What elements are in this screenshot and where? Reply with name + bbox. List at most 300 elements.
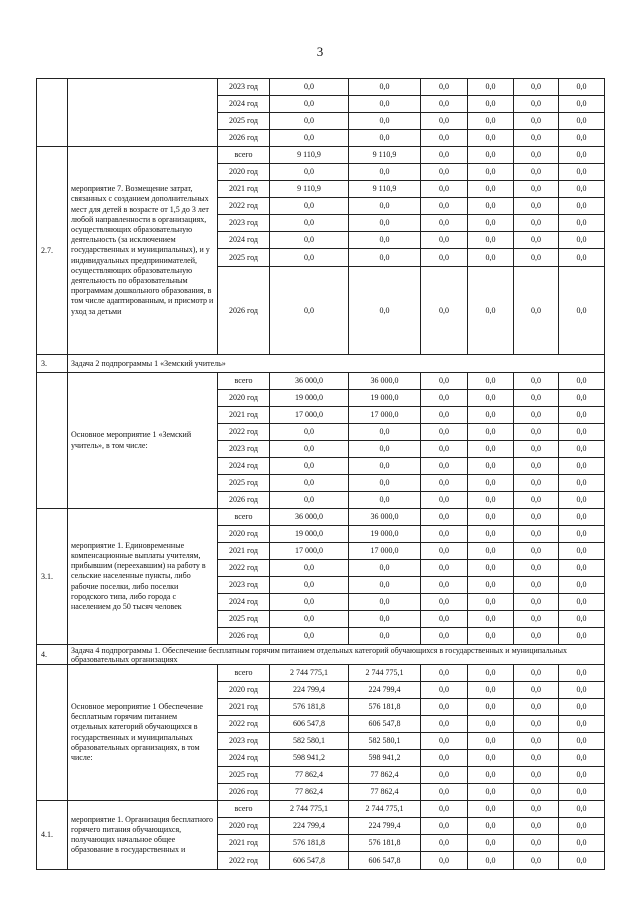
funding-table — [36, 78, 605, 870]
zero-amount-cell: 0,0 — [559, 750, 605, 767]
zero-amount-cell: 0,0 — [559, 232, 605, 249]
zero-amount-cell: 0,0 — [421, 801, 468, 818]
zero-amount-cell: 0,0 — [421, 113, 468, 130]
zero-amount-cell: 0,0 — [559, 665, 605, 682]
period-cell: 2020 год — [218, 682, 270, 699]
zero-amount-cell: 0,0 — [559, 628, 605, 645]
zero-amount-cell: 0,0 — [559, 526, 605, 543]
total-amount-cell: 576 181,8 — [270, 699, 349, 716]
period-cell: 2026 год — [218, 130, 270, 147]
total-amount-cell: 0,0 — [270, 130, 349, 147]
zero-amount-cell: 0,0 — [468, 198, 514, 215]
page-number: 3 — [316, 44, 324, 59]
source-amount-cell: 77 862,4 — [349, 784, 421, 801]
zero-amount-cell: 0,0 — [514, 492, 559, 509]
zero-amount-cell: 0,0 — [468, 373, 514, 390]
source-amount-cell: 0,0 — [349, 79, 421, 96]
item-description: мероприятие 7. Возмещение затрат, связанных с созданием дополнительных мест для детей в возрасте от 1,5 до 3 лет любой направленности в организациях, осуществляющих образовательную деятельность (за исключением государственных и муниципальных), и у индивидуальных предпринимателей, осуществляющих образовательную деятельность по образовательным программам дошкольного образования, в том числе адаптированным, и присмотр и уход за детьми — [68, 147, 218, 355]
zero-amount-cell: 0,0 — [468, 215, 514, 232]
zero-amount-cell: 0,0 — [514, 852, 559, 870]
zero-amount-cell: 0,0 — [559, 130, 605, 147]
total-amount-cell: 36 000,0 — [270, 373, 349, 390]
total-amount-cell: 0,0 — [270, 441, 349, 458]
task-number: 4. — [37, 645, 68, 665]
zero-amount-cell: 0,0 — [421, 458, 468, 475]
zero-amount-cell: 0,0 — [421, 611, 468, 628]
source-amount-cell: 0,0 — [349, 492, 421, 509]
task-title: Задача 4 подпрограммы 1. Обеспечение бесплатным горячим питанием отдельных категорий обучающихся в государственных и муниципальных образовательных организациях — [68, 645, 605, 665]
total-amount-cell: 0,0 — [270, 492, 349, 509]
zero-amount-cell: 0,0 — [559, 441, 605, 458]
source-amount-cell: 606 547,8 — [349, 716, 421, 733]
item-description: мероприятие 1. Организация бесплатного горячего питания обучающихся, получающих начальное общее образование в государственных и — [68, 801, 218, 870]
total-amount-cell: 36 000,0 — [270, 509, 349, 526]
zero-amount-cell: 0,0 — [514, 560, 559, 577]
zero-amount-cell: 0,0 — [421, 390, 468, 407]
zero-amount-cell: 0,0 — [468, 733, 514, 750]
zero-amount-cell: 0,0 — [468, 232, 514, 249]
zero-amount-cell: 0,0 — [421, 682, 468, 699]
zero-amount-cell: 0,0 — [421, 232, 468, 249]
zero-amount-cell: 0,0 — [514, 682, 559, 699]
zero-amount-cell: 0,0 — [421, 441, 468, 458]
total-amount-cell: 606 547,8 — [270, 716, 349, 733]
zero-amount-cell: 0,0 — [468, 801, 514, 818]
zero-amount-cell: 0,0 — [514, 543, 559, 560]
period-cell: 2020 год — [218, 390, 270, 407]
zero-amount-cell: 0,0 — [559, 390, 605, 407]
zero-amount-cell: 0,0 — [468, 835, 514, 852]
zero-amount-cell: 0,0 — [421, 130, 468, 147]
zero-amount-cell: 0,0 — [468, 560, 514, 577]
period-cell: 2020 год — [218, 526, 270, 543]
total-amount-cell: 17 000,0 — [270, 543, 349, 560]
zero-amount-cell: 0,0 — [468, 526, 514, 543]
zero-amount-cell: 0,0 — [514, 164, 559, 181]
zero-amount-cell: 0,0 — [421, 509, 468, 526]
source-amount-cell: 19 000,0 — [349, 390, 421, 407]
zero-amount-cell: 0,0 — [514, 407, 559, 424]
zero-amount-cell: 0,0 — [559, 458, 605, 475]
zero-amount-cell: 0,0 — [514, 458, 559, 475]
period-cell: 2023 год — [218, 577, 270, 594]
zero-amount-cell: 0,0 — [514, 665, 559, 682]
table-row — [37, 373, 605, 390]
zero-amount-cell: 0,0 — [514, 147, 559, 164]
zero-amount-cell: 0,0 — [559, 560, 605, 577]
zero-amount-cell: 0,0 — [468, 181, 514, 198]
zero-amount-cell: 0,0 — [514, 628, 559, 645]
total-amount-cell: 17 000,0 — [270, 407, 349, 424]
zero-amount-cell: 0,0 — [559, 215, 605, 232]
zero-amount-cell: 0,0 — [514, 198, 559, 215]
zero-amount-cell: 0,0 — [514, 835, 559, 852]
zero-amount-cell: 0,0 — [559, 767, 605, 784]
period-cell: 2025 год — [218, 475, 270, 492]
period-cell: 2024 год — [218, 458, 270, 475]
period-cell: всего — [218, 147, 270, 164]
source-amount-cell: 0,0 — [349, 130, 421, 147]
zero-amount-cell: 0,0 — [559, 475, 605, 492]
zero-amount-cell: 0,0 — [514, 526, 559, 543]
item-number: 3.1. — [37, 509, 68, 645]
total-amount-cell: 0,0 — [270, 249, 349, 267]
zero-amount-cell: 0,0 — [559, 594, 605, 611]
total-amount-cell: 582 580,1 — [270, 733, 349, 750]
period-cell: 2026 год — [218, 784, 270, 801]
total-amount-cell: 606 547,8 — [270, 852, 349, 870]
total-amount-cell: 0,0 — [270, 79, 349, 96]
zero-amount-cell: 0,0 — [514, 96, 559, 113]
total-amount-cell: 0,0 — [270, 611, 349, 628]
zero-amount-cell: 0,0 — [559, 492, 605, 509]
period-cell: 2021 год — [218, 699, 270, 716]
zero-amount-cell: 0,0 — [514, 267, 559, 355]
source-amount-cell: 0,0 — [349, 577, 421, 594]
source-amount-cell: 0,0 — [349, 164, 421, 181]
zero-amount-cell: 0,0 — [421, 543, 468, 560]
total-amount-cell: 0,0 — [270, 96, 349, 113]
zero-amount-cell: 0,0 — [514, 767, 559, 784]
zero-amount-cell: 0,0 — [421, 249, 468, 267]
zero-amount-cell: 0,0 — [421, 475, 468, 492]
period-cell: 2022 год — [218, 560, 270, 577]
zero-amount-cell: 0,0 — [514, 113, 559, 130]
zero-amount-cell: 0,0 — [559, 818, 605, 835]
zero-amount-cell: 0,0 — [468, 665, 514, 682]
period-cell: 2022 год — [218, 852, 270, 870]
source-amount-cell: 576 181,8 — [349, 699, 421, 716]
item-number — [37, 373, 68, 509]
item-number — [37, 79, 68, 147]
zero-amount-cell: 0,0 — [468, 407, 514, 424]
period-cell: всего — [218, 373, 270, 390]
zero-amount-cell: 0,0 — [514, 784, 559, 801]
zero-amount-cell: 0,0 — [514, 594, 559, 611]
zero-amount-cell: 0,0 — [559, 267, 605, 355]
zero-amount-cell: 0,0 — [468, 543, 514, 560]
period-cell: 2024 год — [218, 750, 270, 767]
zero-amount-cell: 0,0 — [559, 373, 605, 390]
source-amount-cell: 17 000,0 — [349, 543, 421, 560]
zero-amount-cell: 0,0 — [468, 390, 514, 407]
total-amount-cell: 2 744 775,1 — [270, 665, 349, 682]
total-amount-cell: 0,0 — [270, 215, 349, 232]
zero-amount-cell: 0,0 — [421, 784, 468, 801]
zero-amount-cell: 0,0 — [514, 441, 559, 458]
period-cell: 2024 год — [218, 594, 270, 611]
source-amount-cell: 0,0 — [349, 611, 421, 628]
total-amount-cell: 576 181,8 — [270, 835, 349, 852]
zero-amount-cell: 0,0 — [421, 79, 468, 96]
source-amount-cell: 0,0 — [349, 249, 421, 267]
total-amount-cell: 0,0 — [270, 475, 349, 492]
zero-amount-cell: 0,0 — [421, 628, 468, 645]
zero-amount-cell: 0,0 — [421, 526, 468, 543]
zero-amount-cell: 0,0 — [559, 147, 605, 164]
period-cell: 2021 год — [218, 407, 270, 424]
zero-amount-cell: 0,0 — [468, 79, 514, 96]
zero-amount-cell: 0,0 — [421, 733, 468, 750]
total-amount-cell: 598 941,2 — [270, 750, 349, 767]
zero-amount-cell: 0,0 — [514, 373, 559, 390]
zero-amount-cell: 0,0 — [559, 181, 605, 198]
item-number: 2.7. — [37, 147, 68, 355]
source-amount-cell: 2 744 775,1 — [349, 801, 421, 818]
table-row — [37, 79, 605, 96]
total-amount-cell: 2 744 775,1 — [270, 801, 349, 818]
period-cell: 2021 год — [218, 835, 270, 852]
table-row — [37, 147, 605, 164]
source-amount-cell: 0,0 — [349, 198, 421, 215]
zero-amount-cell: 0,0 — [421, 147, 468, 164]
total-amount-cell: 0,0 — [270, 198, 349, 215]
zero-amount-cell: 0,0 — [514, 577, 559, 594]
item-number: 4.1. — [37, 801, 68, 870]
zero-amount-cell: 0,0 — [559, 407, 605, 424]
zero-amount-cell: 0,0 — [514, 611, 559, 628]
zero-amount-cell: 0,0 — [559, 699, 605, 716]
zero-amount-cell: 0,0 — [421, 577, 468, 594]
zero-amount-cell: 0,0 — [559, 249, 605, 267]
total-amount-cell: 0,0 — [270, 267, 349, 355]
item-description: мероприятие 1. Единовременные компенсационные выплаты учителям, прибывшим (переехавшим) на работу в сельские населенные пункты, либо рабочие поселки, либо поселки городского типа, либо города с населением до 50 тысяч человек — [68, 509, 218, 645]
zero-amount-cell: 0,0 — [421, 373, 468, 390]
zero-amount-cell: 0,0 — [468, 611, 514, 628]
zero-amount-cell: 0,0 — [559, 79, 605, 96]
total-amount-cell: 0,0 — [270, 113, 349, 130]
table-row — [37, 665, 605, 682]
source-amount-cell: 598 941,2 — [349, 750, 421, 767]
total-amount-cell: 77 862,4 — [270, 767, 349, 784]
source-amount-cell: 19 000,0 — [349, 526, 421, 543]
zero-amount-cell: 0,0 — [559, 543, 605, 560]
zero-amount-cell: 0,0 — [559, 835, 605, 852]
period-cell: 2021 год — [218, 543, 270, 560]
zero-amount-cell: 0,0 — [421, 767, 468, 784]
zero-amount-cell: 0,0 — [514, 390, 559, 407]
source-amount-cell: 9 110,9 — [349, 181, 421, 198]
zero-amount-cell: 0,0 — [514, 215, 559, 232]
total-amount-cell: 224 799,4 — [270, 682, 349, 699]
zero-amount-cell: 0,0 — [468, 164, 514, 181]
source-amount-cell: 36 000,0 — [349, 509, 421, 526]
task-row — [37, 645, 605, 665]
total-amount-cell: 0,0 — [270, 577, 349, 594]
zero-amount-cell: 0,0 — [514, 818, 559, 835]
task-title: Задача 2 подпрограммы 1 «Земский учитель» — [68, 355, 605, 373]
total-amount-cell: 224 799,4 — [270, 818, 349, 835]
source-amount-cell: 0,0 — [349, 113, 421, 130]
zero-amount-cell: 0,0 — [514, 699, 559, 716]
zero-amount-cell: 0,0 — [468, 267, 514, 355]
period-cell: 2020 год — [218, 164, 270, 181]
zero-amount-cell: 0,0 — [421, 699, 468, 716]
period-cell: всего — [218, 509, 270, 526]
period-cell: 2023 год — [218, 79, 270, 96]
source-amount-cell: 224 799,4 — [349, 682, 421, 699]
period-cell: 2022 год — [218, 198, 270, 215]
zero-amount-cell: 0,0 — [514, 130, 559, 147]
task-row — [37, 355, 605, 373]
period-cell: 2024 год — [218, 232, 270, 249]
source-amount-cell: 0,0 — [349, 232, 421, 249]
period-cell: всего — [218, 665, 270, 682]
total-amount-cell: 0,0 — [270, 458, 349, 475]
total-amount-cell: 19 000,0 — [270, 526, 349, 543]
total-amount-cell: 0,0 — [270, 560, 349, 577]
period-cell: 2022 год — [218, 424, 270, 441]
zero-amount-cell: 0,0 — [468, 458, 514, 475]
zero-amount-cell: 0,0 — [468, 784, 514, 801]
period-cell: 2023 год — [218, 441, 270, 458]
zero-amount-cell: 0,0 — [421, 818, 468, 835]
total-amount-cell: 9 110,9 — [270, 181, 349, 198]
source-amount-cell: 0,0 — [349, 441, 421, 458]
zero-amount-cell: 0,0 — [514, 424, 559, 441]
source-amount-cell: 0,0 — [349, 458, 421, 475]
zero-amount-cell: 0,0 — [514, 733, 559, 750]
zero-amount-cell: 0,0 — [468, 492, 514, 509]
zero-amount-cell: 0,0 — [559, 682, 605, 699]
total-amount-cell: 9 110,9 — [270, 147, 349, 164]
zero-amount-cell: 0,0 — [421, 594, 468, 611]
zero-amount-cell: 0,0 — [421, 198, 468, 215]
zero-amount-cell: 0,0 — [468, 130, 514, 147]
zero-amount-cell: 0,0 — [468, 818, 514, 835]
zero-amount-cell: 0,0 — [468, 424, 514, 441]
zero-amount-cell: 0,0 — [468, 594, 514, 611]
item-number — [37, 665, 68, 801]
item-description — [68, 79, 218, 147]
zero-amount-cell: 0,0 — [421, 852, 468, 870]
period-cell: 2025 год — [218, 249, 270, 267]
period-cell: 2025 год — [218, 113, 270, 130]
zero-amount-cell: 0,0 — [421, 492, 468, 509]
zero-amount-cell: 0,0 — [559, 96, 605, 113]
period-cell: всего — [218, 801, 270, 818]
source-amount-cell: 0,0 — [349, 475, 421, 492]
source-amount-cell: 77 862,4 — [349, 767, 421, 784]
zero-amount-cell: 0,0 — [421, 267, 468, 355]
period-cell: 2024 год — [218, 96, 270, 113]
zero-amount-cell: 0,0 — [468, 716, 514, 733]
total-amount-cell: 0,0 — [270, 594, 349, 611]
zero-amount-cell: 0,0 — [559, 733, 605, 750]
zero-amount-cell: 0,0 — [514, 716, 559, 733]
period-cell: 2026 год — [218, 267, 270, 355]
zero-amount-cell: 0,0 — [559, 198, 605, 215]
zero-amount-cell: 0,0 — [514, 475, 559, 492]
total-amount-cell: 0,0 — [270, 164, 349, 181]
source-amount-cell: 36 000,0 — [349, 373, 421, 390]
period-cell: 2022 год — [218, 716, 270, 733]
zero-amount-cell: 0,0 — [468, 852, 514, 870]
source-amount-cell: 224 799,4 — [349, 818, 421, 835]
total-amount-cell: 19 000,0 — [270, 390, 349, 407]
zero-amount-cell: 0,0 — [468, 628, 514, 645]
zero-amount-cell: 0,0 — [421, 560, 468, 577]
zero-amount-cell: 0,0 — [468, 113, 514, 130]
zero-amount-cell: 0,0 — [559, 113, 605, 130]
zero-amount-cell: 0,0 — [468, 475, 514, 492]
zero-amount-cell: 0,0 — [421, 181, 468, 198]
source-amount-cell: 582 580,1 — [349, 733, 421, 750]
zero-amount-cell: 0,0 — [559, 611, 605, 628]
zero-amount-cell: 0,0 — [468, 509, 514, 526]
source-amount-cell: 606 547,8 — [349, 852, 421, 870]
zero-amount-cell: 0,0 — [514, 249, 559, 267]
item-description: Основное мероприятие 1 «Земский учитель», в том числе: — [68, 373, 218, 509]
period-cell: 2020 год — [218, 818, 270, 835]
period-cell: 2023 год — [218, 733, 270, 750]
zero-amount-cell: 0,0 — [559, 716, 605, 733]
total-amount-cell: 0,0 — [270, 232, 349, 249]
source-amount-cell: 0,0 — [349, 628, 421, 645]
zero-amount-cell: 0,0 — [421, 716, 468, 733]
table-row — [37, 509, 605, 526]
zero-amount-cell: 0,0 — [514, 509, 559, 526]
zero-amount-cell: 0,0 — [514, 79, 559, 96]
table-row — [37, 801, 605, 818]
zero-amount-cell: 0,0 — [514, 801, 559, 818]
task-number: 3. — [37, 355, 68, 373]
zero-amount-cell: 0,0 — [421, 665, 468, 682]
period-cell: 2025 год — [218, 767, 270, 784]
zero-amount-cell: 0,0 — [559, 801, 605, 818]
zero-amount-cell: 0,0 — [421, 215, 468, 232]
zero-amount-cell: 0,0 — [514, 750, 559, 767]
source-amount-cell: 9 110,9 — [349, 147, 421, 164]
item-description: Основное мероприятие 1 Обеспечение бесплатным горячим питанием отдельных категорий обучающихся в государственных и муниципальных образовательных организациях, в том числе: — [68, 665, 218, 801]
source-amount-cell: 2 744 775,1 — [349, 665, 421, 682]
source-amount-cell: 17 000,0 — [349, 407, 421, 424]
period-cell: 2026 год — [218, 628, 270, 645]
zero-amount-cell: 0,0 — [468, 96, 514, 113]
zero-amount-cell: 0,0 — [468, 147, 514, 164]
zero-amount-cell: 0,0 — [421, 407, 468, 424]
zero-amount-cell: 0,0 — [421, 750, 468, 767]
zero-amount-cell: 0,0 — [468, 577, 514, 594]
source-amount-cell: 0,0 — [349, 96, 421, 113]
zero-amount-cell: 0,0 — [468, 682, 514, 699]
zero-amount-cell: 0,0 — [559, 424, 605, 441]
zero-amount-cell: 0,0 — [559, 784, 605, 801]
zero-amount-cell: 0,0 — [514, 232, 559, 249]
zero-amount-cell: 0,0 — [421, 424, 468, 441]
zero-amount-cell: 0,0 — [468, 750, 514, 767]
zero-amount-cell: 0,0 — [468, 441, 514, 458]
total-amount-cell: 0,0 — [270, 628, 349, 645]
zero-amount-cell: 0,0 — [559, 852, 605, 870]
period-cell: 2021 год — [218, 181, 270, 198]
zero-amount-cell: 0,0 — [421, 835, 468, 852]
zero-amount-cell: 0,0 — [559, 577, 605, 594]
source-amount-cell: 0,0 — [349, 215, 421, 232]
source-amount-cell: 0,0 — [349, 594, 421, 611]
source-amount-cell: 0,0 — [349, 424, 421, 441]
zero-amount-cell: 0,0 — [514, 181, 559, 198]
total-amount-cell: 0,0 — [270, 424, 349, 441]
total-amount-cell: 77 862,4 — [270, 784, 349, 801]
period-cell: 2026 год — [218, 492, 270, 509]
period-cell: 2025 год — [218, 611, 270, 628]
zero-amount-cell: 0,0 — [559, 164, 605, 181]
period-cell: 2023 год — [218, 215, 270, 232]
source-amount-cell: 0,0 — [349, 560, 421, 577]
zero-amount-cell: 0,0 — [468, 249, 514, 267]
zero-amount-cell: 0,0 — [468, 699, 514, 716]
